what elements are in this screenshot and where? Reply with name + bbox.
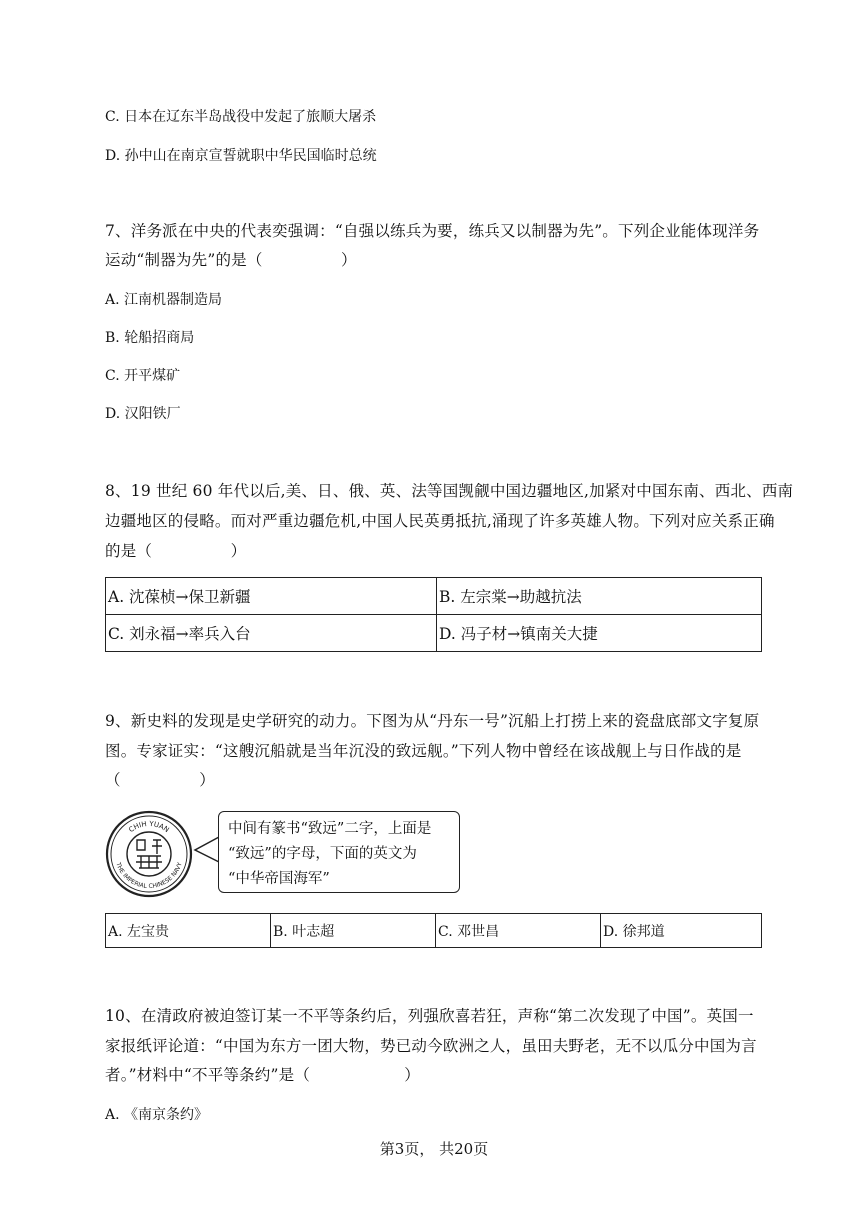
q9-stem-line3: （ ） <box>105 771 215 789</box>
q9-option-a: A. 左宝贵 <box>106 914 271 948</box>
seal-top-text: CHIH YUAN <box>127 819 171 835</box>
q6-option-c: C. 日本在辽东半岛战役中发起了旅顺大屠杀 <box>105 109 377 125</box>
q8-stem-line2: 边疆地区的侵略。而对严重边疆危机,中国人民英勇抵抗,涌现了许多英雄人物。下列对应关系正确 <box>105 512 775 530</box>
q8-options-table <box>105 577 762 652</box>
callout-line3: “中华帝国海军” <box>228 871 330 887</box>
seal-bottom-text: THE IMPERIAL CHINESE NAVY <box>114 861 184 891</box>
q7-option-c: C. 开平煤矿 <box>105 368 181 384</box>
q7-stem-line2: 运动“制器为先”的是（ ） <box>105 251 357 269</box>
zhiyuan-plate-seal-image <box>105 810 193 898</box>
q10-stem-line1: 10、在清政府被迫签订某一不平等条约后，列强欣喜若狂，声称“第二次发现了中国”。英国一 <box>105 1007 754 1025</box>
q7-option-d: D. 汉阳铁厂 <box>105 406 181 422</box>
q8-option-d: D. 冯子材→镇南关大捷 <box>437 615 762 652</box>
callout-pointer <box>193 835 221 865</box>
q9-stem-line2: 图。专家证实：“这艘沉船就是当年沉没的致远舰。”下列人物中曾经在该战舰上与日作战的是 <box>105 742 742 760</box>
q7-option-a: A. 江南机器制造局 <box>105 292 223 308</box>
q8-option-b: B. 左宗棠→助越抗法 <box>437 578 762 615</box>
q9-stem-line1: 9、新史料的发现是史学研究的动力。下图为从“丹东一号”沉船上打捞上来的瓷盘底部文字复原 <box>105 712 760 730</box>
q9-option-b: B. 叶志超 <box>271 914 436 948</box>
q7-stem-line1: 7、洋务派在中央的代表奕强调：“自强以练兵为要，练兵又以制器为先”。下列企业能体现洋务 <box>105 222 760 240</box>
page-footer: 第3页， 共20页 <box>379 1140 489 1158</box>
callout-line1: 中间有篆书“致远”二字，上面是 <box>228 821 432 837</box>
q10-stem-line2: 家报纸评论道：“中国为东方一团大物，势已动今欧洲之人，虽田夫野老，无不以瓜分中国为言 <box>105 1037 757 1055</box>
q8-stem-line1: 8、19 世纪 60 年代以后,美、日、俄、英、法等国觊觎中国边疆地区,加紧对中国东南、西北、西南 <box>105 482 794 500</box>
q9-option-d: D. 徐邦道 <box>601 914 762 948</box>
q9-option-c: C. 邓世昌 <box>436 914 601 948</box>
q8-stem-line3: 的是（ ） <box>105 542 247 560</box>
q8-option-a: A. 沈葆桢→保卫新疆 <box>106 578 437 615</box>
q8-option-c: C. 刘永福→率兵入台 <box>106 615 437 652</box>
callout-line2: “致远”的字母，下面的英文为 <box>228 846 417 862</box>
q7-option-b: B. 轮船招商局 <box>105 330 195 346</box>
q10-stem-line3: 者。”材料中“不平等条约”是（ ） <box>105 1066 420 1084</box>
q6-option-d: D. 孙中山在南京宣誓就职中华民国临时总统 <box>105 148 377 164</box>
q10-option-a: A. 《南京条约》 <box>105 1107 209 1123</box>
q9-options-table <box>105 913 762 948</box>
